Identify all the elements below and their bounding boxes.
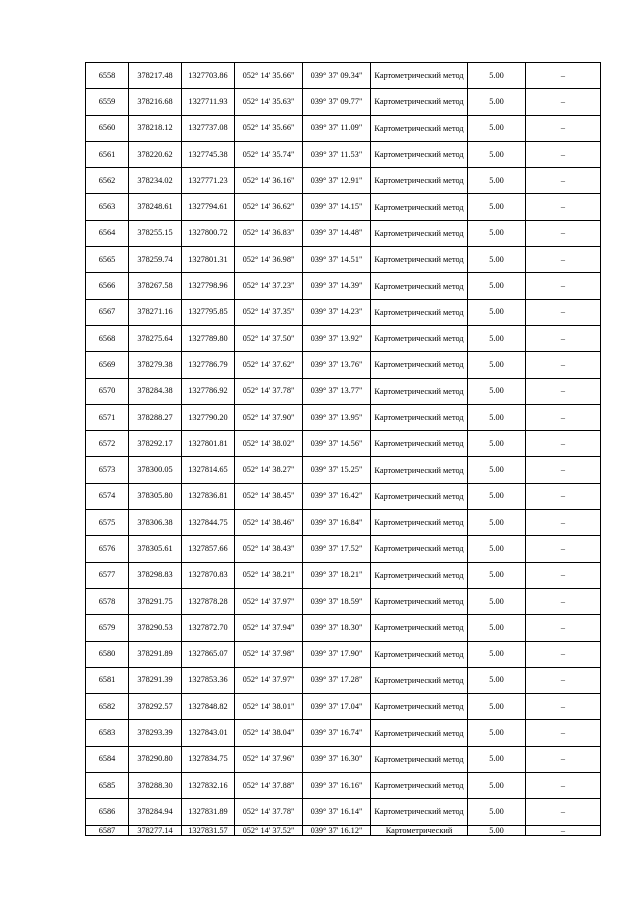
accuracy-cell: 5.00 bbox=[468, 510, 526, 536]
latitude-cell: 052° 14' 38.43" bbox=[235, 536, 303, 562]
latitude-cell: 052° 14' 35.63" bbox=[235, 89, 303, 115]
latitude-cell: 052° 14' 36.98" bbox=[235, 247, 303, 273]
method-cell: Картометрический метод bbox=[371, 615, 468, 641]
x-coordinate-cell: 378218.12 bbox=[129, 115, 182, 141]
method-cell: Картометрический метод bbox=[371, 63, 468, 89]
y-coordinate-cell: 1327801.31 bbox=[182, 247, 235, 273]
table-row bbox=[86, 562, 601, 588]
method-cell: Картометрический метод bbox=[371, 720, 468, 746]
note-cell: – bbox=[526, 457, 601, 483]
y-coordinate-cell: 1327737.08 bbox=[182, 115, 235, 141]
method-cell: Картометрический метод bbox=[371, 667, 468, 693]
y-coordinate-cell: 1327870.83 bbox=[182, 562, 235, 588]
note-cell: – bbox=[526, 194, 601, 220]
method-cell: Картометрический метод bbox=[371, 431, 468, 457]
accuracy-cell: 5.00 bbox=[468, 825, 526, 835]
accuracy-cell: 5.00 bbox=[468, 89, 526, 115]
latitude-cell: 052° 14' 36.62" bbox=[235, 194, 303, 220]
table-row bbox=[86, 615, 601, 641]
accuracy-cell: 5.00 bbox=[468, 694, 526, 720]
latitude-cell: 052° 14' 37.52" bbox=[235, 825, 303, 835]
note-cell: – bbox=[526, 773, 601, 799]
note-cell: – bbox=[526, 273, 601, 299]
point-number-cell: 6584 bbox=[86, 746, 129, 772]
table-row bbox=[86, 799, 601, 825]
x-coordinate-cell: 378300.05 bbox=[129, 457, 182, 483]
longitude-cell: 039° 37' 17.52" bbox=[303, 536, 371, 562]
accuracy-cell: 5.00 bbox=[468, 746, 526, 772]
y-coordinate-cell: 1327865.07 bbox=[182, 641, 235, 667]
longitude-cell: 039° 37' 18.30" bbox=[303, 615, 371, 641]
point-number-cell: 6578 bbox=[86, 588, 129, 614]
latitude-cell: 052° 14' 36.16" bbox=[235, 168, 303, 194]
longitude-cell: 039° 37' 13.92" bbox=[303, 325, 371, 351]
latitude-cell: 052° 14' 37.23" bbox=[235, 273, 303, 299]
method-cell: Картометрический метод bbox=[371, 773, 468, 799]
point-number-cell: 6568 bbox=[86, 325, 129, 351]
accuracy-cell: 5.00 bbox=[468, 141, 526, 167]
latitude-cell: 052° 14' 37.97" bbox=[235, 667, 303, 693]
x-coordinate-cell: 378267.58 bbox=[129, 273, 182, 299]
method-cell: Картометрический метод bbox=[371, 510, 468, 536]
y-coordinate-cell: 1327798.96 bbox=[182, 273, 235, 299]
x-coordinate-cell: 378298.83 bbox=[129, 562, 182, 588]
point-number-cell: 6563 bbox=[86, 194, 129, 220]
longitude-cell: 039° 37' 16.74" bbox=[303, 720, 371, 746]
accuracy-cell: 5.00 bbox=[468, 352, 526, 378]
note-cell: – bbox=[526, 483, 601, 509]
method-cell: Картометрический метод bbox=[371, 378, 468, 404]
note-cell: – bbox=[526, 89, 601, 115]
latitude-cell: 052° 14' 37.78" bbox=[235, 799, 303, 825]
x-coordinate-cell: 378290.53 bbox=[129, 615, 182, 641]
point-number-cell: 6570 bbox=[86, 378, 129, 404]
longitude-cell: 039° 37' 14.39" bbox=[303, 273, 371, 299]
point-number-cell: 6560 bbox=[86, 115, 129, 141]
latitude-cell: 052° 14' 37.78" bbox=[235, 378, 303, 404]
table-body bbox=[86, 63, 601, 836]
point-number-cell: 6559 bbox=[86, 89, 129, 115]
note-cell: – bbox=[526, 667, 601, 693]
note-cell: – bbox=[526, 168, 601, 194]
x-coordinate-cell: 378284.38 bbox=[129, 378, 182, 404]
method-cell: Картометрический метод bbox=[371, 247, 468, 273]
method-cell: Картометрический метод bbox=[371, 746, 468, 772]
x-coordinate-cell: 378293.39 bbox=[129, 720, 182, 746]
table-row bbox=[86, 141, 601, 167]
point-number-cell: 6583 bbox=[86, 720, 129, 746]
point-number-cell: 6587 bbox=[86, 825, 129, 835]
point-number-cell: 6571 bbox=[86, 404, 129, 430]
latitude-cell: 052° 14' 37.97" bbox=[235, 588, 303, 614]
table-row bbox=[86, 746, 601, 772]
y-coordinate-cell: 1327843.01 bbox=[182, 720, 235, 746]
y-coordinate-cell: 1327831.89 bbox=[182, 799, 235, 825]
method-cell: Картометрический метод bbox=[371, 115, 468, 141]
note-cell: – bbox=[526, 247, 601, 273]
accuracy-cell: 5.00 bbox=[468, 562, 526, 588]
latitude-cell: 052° 14' 38.45" bbox=[235, 483, 303, 509]
table-row bbox=[86, 457, 601, 483]
x-coordinate-cell: 378275.64 bbox=[129, 325, 182, 351]
method-cell: Картометрический метод bbox=[371, 141, 468, 167]
x-coordinate-cell: 378284.94 bbox=[129, 799, 182, 825]
accuracy-cell: 5.00 bbox=[468, 247, 526, 273]
y-coordinate-cell: 1327857.66 bbox=[182, 536, 235, 562]
accuracy-cell: 5.00 bbox=[468, 720, 526, 746]
y-coordinate-cell: 1327814.65 bbox=[182, 457, 235, 483]
x-coordinate-cell: 378271.16 bbox=[129, 299, 182, 325]
x-coordinate-cell: 378234.02 bbox=[129, 168, 182, 194]
point-number-cell: 6580 bbox=[86, 641, 129, 667]
accuracy-cell: 5.00 bbox=[468, 457, 526, 483]
x-coordinate-cell: 378279.38 bbox=[129, 352, 182, 378]
method-cell: Картометрический метод bbox=[371, 404, 468, 430]
x-coordinate-cell: 378291.75 bbox=[129, 588, 182, 614]
point-number-cell: 6579 bbox=[86, 615, 129, 641]
longitude-cell: 039° 37' 16.30" bbox=[303, 746, 371, 772]
y-coordinate-cell: 1327790.20 bbox=[182, 404, 235, 430]
method-cell: Картометрический bbox=[371, 825, 468, 835]
point-number-cell: 6564 bbox=[86, 220, 129, 246]
table-row bbox=[86, 273, 601, 299]
table-row bbox=[86, 641, 601, 667]
point-number-cell: 6567 bbox=[86, 299, 129, 325]
latitude-cell: 052° 14' 35.66" bbox=[235, 115, 303, 141]
latitude-cell: 052° 14' 38.04" bbox=[235, 720, 303, 746]
longitude-cell: 039° 37' 16.42" bbox=[303, 483, 371, 509]
point-number-cell: 6574 bbox=[86, 483, 129, 509]
table-row bbox=[86, 325, 601, 351]
x-coordinate-cell: 378217.48 bbox=[129, 63, 182, 89]
table-row bbox=[86, 378, 601, 404]
x-coordinate-cell: 378292.57 bbox=[129, 694, 182, 720]
accuracy-cell: 5.00 bbox=[468, 404, 526, 430]
table-row bbox=[86, 588, 601, 614]
longitude-cell: 039° 37' 17.04" bbox=[303, 694, 371, 720]
table-row bbox=[86, 115, 601, 141]
longitude-cell: 039° 37' 13.76" bbox=[303, 352, 371, 378]
table-row bbox=[86, 483, 601, 509]
point-number-cell: 6558 bbox=[86, 63, 129, 89]
latitude-cell: 052° 14' 37.50" bbox=[235, 325, 303, 351]
note-cell: – bbox=[526, 115, 601, 141]
x-coordinate-cell: 378288.30 bbox=[129, 773, 182, 799]
method-cell: Картометрический метод bbox=[371, 273, 468, 299]
longitude-cell: 039° 37' 16.16" bbox=[303, 773, 371, 799]
note-cell: – bbox=[526, 141, 601, 167]
note-cell: – bbox=[526, 825, 601, 835]
method-cell: Картометрический метод bbox=[371, 588, 468, 614]
accuracy-cell: 5.00 bbox=[468, 641, 526, 667]
y-coordinate-cell: 1327831.57 bbox=[182, 825, 235, 835]
latitude-cell: 052° 14' 37.35" bbox=[235, 299, 303, 325]
x-coordinate-cell: 378255.15 bbox=[129, 220, 182, 246]
x-coordinate-cell: 378306.38 bbox=[129, 510, 182, 536]
y-coordinate-cell: 1327878.28 bbox=[182, 588, 235, 614]
x-coordinate-cell: 378220.62 bbox=[129, 141, 182, 167]
table-row bbox=[86, 194, 601, 220]
note-cell: – bbox=[526, 799, 601, 825]
accuracy-cell: 5.00 bbox=[468, 799, 526, 825]
latitude-cell: 052° 14' 37.90" bbox=[235, 404, 303, 430]
table-row bbox=[86, 352, 601, 378]
latitude-cell: 052° 14' 36.83" bbox=[235, 220, 303, 246]
accuracy-cell: 5.00 bbox=[468, 483, 526, 509]
y-coordinate-cell: 1327836.81 bbox=[182, 483, 235, 509]
y-coordinate-cell: 1327711.93 bbox=[182, 89, 235, 115]
longitude-cell: 039° 37' 09.34" bbox=[303, 63, 371, 89]
note-cell: – bbox=[526, 562, 601, 588]
table-row bbox=[86, 720, 601, 746]
point-number-cell: 6565 bbox=[86, 247, 129, 273]
note-cell: – bbox=[526, 694, 601, 720]
longitude-cell: 039° 37' 15.25" bbox=[303, 457, 371, 483]
latitude-cell: 052° 14' 37.62" bbox=[235, 352, 303, 378]
latitude-cell: 052° 14' 35.74" bbox=[235, 141, 303, 167]
point-number-cell: 6576 bbox=[86, 536, 129, 562]
latitude-cell: 052° 14' 38.46" bbox=[235, 510, 303, 536]
method-cell: Картометрический метод bbox=[371, 352, 468, 378]
table-row bbox=[86, 694, 601, 720]
x-coordinate-cell: 378292.17 bbox=[129, 431, 182, 457]
table-row bbox=[86, 773, 601, 799]
accuracy-cell: 5.00 bbox=[468, 667, 526, 693]
method-cell: Картометрический метод bbox=[371, 194, 468, 220]
y-coordinate-cell: 1327771.23 bbox=[182, 168, 235, 194]
longitude-cell: 039° 37' 18.59" bbox=[303, 588, 371, 614]
note-cell: – bbox=[526, 536, 601, 562]
y-coordinate-cell: 1327832.16 bbox=[182, 773, 235, 799]
longitude-cell: 039° 37' 14.56" bbox=[303, 431, 371, 457]
accuracy-cell: 5.00 bbox=[468, 299, 526, 325]
y-coordinate-cell: 1327789.80 bbox=[182, 325, 235, 351]
latitude-cell: 052° 14' 38.02" bbox=[235, 431, 303, 457]
accuracy-cell: 5.00 bbox=[468, 194, 526, 220]
accuracy-cell: 5.00 bbox=[468, 588, 526, 614]
longitude-cell: 039° 37' 14.15" bbox=[303, 194, 371, 220]
table-row bbox=[86, 510, 601, 536]
table-row bbox=[86, 63, 601, 89]
point-number-cell: 6582 bbox=[86, 694, 129, 720]
method-cell: Картометрический метод bbox=[371, 168, 468, 194]
y-coordinate-cell: 1327844.75 bbox=[182, 510, 235, 536]
table-row bbox=[86, 89, 601, 115]
method-cell: Картометрический метод bbox=[371, 536, 468, 562]
accuracy-cell: 5.00 bbox=[468, 431, 526, 457]
x-coordinate-cell: 378216.68 bbox=[129, 89, 182, 115]
point-number-cell: 6562 bbox=[86, 168, 129, 194]
note-cell: – bbox=[526, 615, 601, 641]
method-cell: Картометрический метод bbox=[371, 483, 468, 509]
longitude-cell: 039° 37' 16.12" bbox=[303, 825, 371, 835]
point-number-cell: 6569 bbox=[86, 352, 129, 378]
latitude-cell: 052° 14' 35.66" bbox=[235, 63, 303, 89]
note-cell: – bbox=[526, 746, 601, 772]
longitude-cell: 039° 37' 13.95" bbox=[303, 404, 371, 430]
y-coordinate-cell: 1327800.72 bbox=[182, 220, 235, 246]
x-coordinate-cell: 378305.61 bbox=[129, 536, 182, 562]
coordinates-table bbox=[85, 62, 601, 836]
table-row bbox=[86, 825, 601, 835]
method-cell: Картометрический метод bbox=[371, 799, 468, 825]
note-cell: – bbox=[526, 588, 601, 614]
table-row bbox=[86, 404, 601, 430]
longitude-cell: 039° 37' 18.21" bbox=[303, 562, 371, 588]
method-cell: Картометрический метод bbox=[371, 641, 468, 667]
table-row bbox=[86, 431, 601, 457]
y-coordinate-cell: 1327786.79 bbox=[182, 352, 235, 378]
table-row bbox=[86, 299, 601, 325]
point-number-cell: 6561 bbox=[86, 141, 129, 167]
latitude-cell: 052° 14' 37.96" bbox=[235, 746, 303, 772]
method-cell: Картометрический метод bbox=[371, 220, 468, 246]
accuracy-cell: 5.00 bbox=[468, 115, 526, 141]
method-cell: Картометрический метод bbox=[371, 299, 468, 325]
method-cell: Картометрический метод bbox=[371, 325, 468, 351]
x-coordinate-cell: 378291.89 bbox=[129, 641, 182, 667]
table-row bbox=[86, 168, 601, 194]
y-coordinate-cell: 1327834.75 bbox=[182, 746, 235, 772]
y-coordinate-cell: 1327795.85 bbox=[182, 299, 235, 325]
accuracy-cell: 5.00 bbox=[468, 615, 526, 641]
latitude-cell: 052° 14' 38.27" bbox=[235, 457, 303, 483]
longitude-cell: 039° 37' 14.51" bbox=[303, 247, 371, 273]
method-cell: Картометрический метод bbox=[371, 89, 468, 115]
latitude-cell: 052° 14' 38.21" bbox=[235, 562, 303, 588]
x-coordinate-cell: 378288.27 bbox=[129, 404, 182, 430]
longitude-cell: 039° 37' 16.84" bbox=[303, 510, 371, 536]
accuracy-cell: 5.00 bbox=[468, 63, 526, 89]
note-cell: – bbox=[526, 431, 601, 457]
note-cell: – bbox=[526, 325, 601, 351]
point-number-cell: 6573 bbox=[86, 457, 129, 483]
x-coordinate-cell: 378259.74 bbox=[129, 247, 182, 273]
x-coordinate-cell: 378305.80 bbox=[129, 483, 182, 509]
y-coordinate-cell: 1327848.82 bbox=[182, 694, 235, 720]
point-number-cell: 6577 bbox=[86, 562, 129, 588]
latitude-cell: 052° 14' 38.01" bbox=[235, 694, 303, 720]
longitude-cell: 039° 37' 14.23" bbox=[303, 299, 371, 325]
y-coordinate-cell: 1327853.36 bbox=[182, 667, 235, 693]
x-coordinate-cell: 378291.39 bbox=[129, 667, 182, 693]
y-coordinate-cell: 1327872.70 bbox=[182, 615, 235, 641]
x-coordinate-cell: 378248.61 bbox=[129, 194, 182, 220]
longitude-cell: 039° 37' 13.77" bbox=[303, 378, 371, 404]
accuracy-cell: 5.00 bbox=[468, 325, 526, 351]
x-coordinate-cell: 378277.14 bbox=[129, 825, 182, 835]
y-coordinate-cell: 1327801.81 bbox=[182, 431, 235, 457]
longitude-cell: 039° 37' 17.90" bbox=[303, 641, 371, 667]
note-cell: – bbox=[526, 299, 601, 325]
accuracy-cell: 5.00 bbox=[468, 536, 526, 562]
latitude-cell: 052° 14' 37.94" bbox=[235, 615, 303, 641]
accuracy-cell: 5.00 bbox=[468, 168, 526, 194]
longitude-cell: 039° 37' 14.48" bbox=[303, 220, 371, 246]
y-coordinate-cell: 1327786.92 bbox=[182, 378, 235, 404]
point-number-cell: 6586 bbox=[86, 799, 129, 825]
accuracy-cell: 5.00 bbox=[468, 220, 526, 246]
point-number-cell: 6585 bbox=[86, 773, 129, 799]
note-cell: – bbox=[526, 352, 601, 378]
table-row bbox=[86, 667, 601, 693]
note-cell: – bbox=[526, 641, 601, 667]
y-coordinate-cell: 1327703.86 bbox=[182, 63, 235, 89]
note-cell: – bbox=[526, 220, 601, 246]
method-cell: Картометрический метод bbox=[371, 694, 468, 720]
x-coordinate-cell: 378290.80 bbox=[129, 746, 182, 772]
point-number-cell: 6575 bbox=[86, 510, 129, 536]
point-number-cell: 6581 bbox=[86, 667, 129, 693]
note-cell: – bbox=[526, 720, 601, 746]
point-number-cell: 6572 bbox=[86, 431, 129, 457]
longitude-cell: 039° 37' 12.91" bbox=[303, 168, 371, 194]
note-cell: – bbox=[526, 63, 601, 89]
accuracy-cell: 5.00 bbox=[468, 378, 526, 404]
longitude-cell: 039° 37' 09.77" bbox=[303, 89, 371, 115]
longitude-cell: 039° 37' 17.28" bbox=[303, 667, 371, 693]
method-cell: Картометрический метод bbox=[371, 457, 468, 483]
point-number-cell: 6566 bbox=[86, 273, 129, 299]
method-cell: Картометрический метод bbox=[371, 562, 468, 588]
table-row bbox=[86, 220, 601, 246]
longitude-cell: 039° 37' 11.09" bbox=[303, 115, 371, 141]
latitude-cell: 052° 14' 37.88" bbox=[235, 773, 303, 799]
note-cell: – bbox=[526, 378, 601, 404]
latitude-cell: 052° 14' 37.98" bbox=[235, 641, 303, 667]
longitude-cell: 039° 37' 16.14" bbox=[303, 799, 371, 825]
table-row bbox=[86, 247, 601, 273]
note-cell: – bbox=[526, 404, 601, 430]
y-coordinate-cell: 1327745.38 bbox=[182, 141, 235, 167]
accuracy-cell: 5.00 bbox=[468, 773, 526, 799]
note-cell: – bbox=[526, 510, 601, 536]
table-row bbox=[86, 536, 601, 562]
longitude-cell: 039° 37' 11.53" bbox=[303, 141, 371, 167]
y-coordinate-cell: 1327794.61 bbox=[182, 194, 235, 220]
accuracy-cell: 5.00 bbox=[468, 273, 526, 299]
